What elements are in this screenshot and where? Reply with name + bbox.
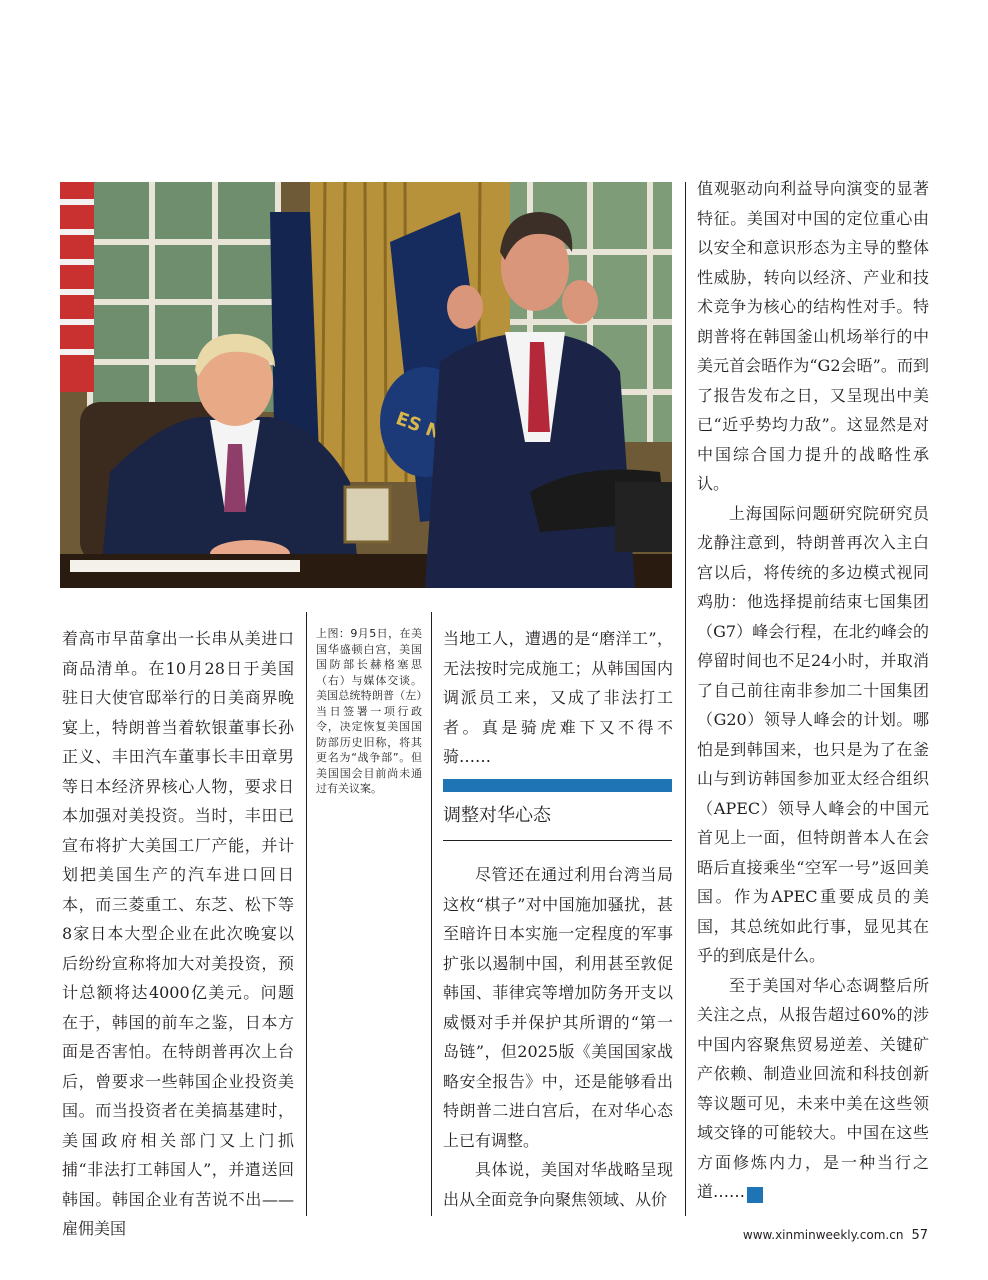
- footer-url: www.xinminweekly.com.cn: [742, 1228, 904, 1242]
- article-column-mid-bottom: [443, 860, 673, 1214]
- photo-illustration: [60, 182, 672, 588]
- flag-text: ES: [393, 408, 425, 437]
- section-title: 调整对华心态: [443, 805, 551, 826]
- column-rule-mid: [431, 612, 432, 1216]
- paragraph: 当地工人，遭遇的是“磨洋工”，无法按时完成施工；从韩国国内调派员工来，又成了非法打工者。真是骑虎难下又不得不骑……: [443, 629, 673, 766]
- end-mark-icon: 民: [747, 1187, 763, 1203]
- paragraph: 尽管还在通过利用台湾当局这枚“棋子”对中国施加骚扰，甚至暗许日本实施一定程度的军事扩张以遏制中国，利用甚至敦促韩国、菲律宾等增加防务开支以威慑对手并保护其所谓的“第一岛链”，但2025版《美国国家战略安全报告》中，还是能够看出特朗普二进白宫后，在对华心态上已有调整。: [443, 865, 673, 1150]
- article-column-right: [697, 174, 929, 1207]
- photo-caption: 上图：9月5日，在美国华盛顿白宫，美国国防部长赫格塞思（右）与媒体交谈。美国总统特朗普（左）当日签署一项行政令，决定恢复美国国防部历史旧称，将其更名为“战争部”。但美国国会目前尚未通过有关议案。: [316, 627, 422, 795]
- paragraph: [697, 971, 929, 1207]
- article-column-left: [62, 624, 294, 1244]
- section-bar: [443, 779, 672, 792]
- section-rule: [443, 840, 672, 841]
- page-number: 57: [911, 1228, 928, 1243]
- page-footer: [743, 1227, 928, 1244]
- column-rule-left: [306, 612, 307, 1216]
- paragraph: 着高市早苗拿出一长串从美进口商品清单。在10月28日于美国驻日大使官邸举行的日美商界晚宴上，特朗普当着软银董事长孙正义、丰田汽车董事长丰田章男等日本经济界核心人物，要求日本加强对美投资。当时，丰田已宣布将扩大美国工厂产能，并计划把美国生产的汽车进口回日本，而三菱重工、东芝、松下等8家日本大型企业在此次晚宴以后纷纷宣称将加大对美投资，预计总额将达4000亿美元。问题在于，韩国的前车之鉴，日本方面是否害怕。在特朗普再次上台后，曾要求一些韩国企业投资美国。而当投资者在美搞基建时，美国政府相关部门又上门抓捕“非法打工韩国人”，并遣送回韩国。韩国企业有苦说不出——雇佣美国: [62, 629, 294, 1238]
- news-photo: [60, 182, 672, 588]
- paragraph-text: 至于美国对华心态调整后所关注之点，从报告超过60%的涉中国内容聚焦贸易逆差、关键矿产依赖、制造业回流和科技创新等议题可见，未来中美在这些领域交锋的可能较大。中国在这些方面修炼内力，是一种当行之道……: [697, 975, 929, 1201]
- column-rule-right: [685, 182, 686, 1216]
- article-column-mid-top: [443, 624, 673, 772]
- paragraph: 具体说，美国对华战略呈现出从全面竞争向聚焦领域、从价: [443, 1160, 673, 1209]
- paragraph: 值观驱动向利益导向演变的显著特征。美国对中国的定位重心由以安全和意识形态为主导的整体性威胁，转向以经济、产业和技术竞争为核心的结构性对手。特朗普将在韩国釜山机场举行的中美元首会晤作为“G2会晤”。而到了报告发布之日，又呈现出中美已“近乎势均力敌”。这显然是对中国综合国力提升的战略性承认。: [697, 179, 929, 493]
- paragraph: 上海国际问题研究院研究员龙静注意到，特朗普再次入主白宫以后，将传统的多边模式视同鸡肋：他选择提前结束七国集团（G7）峰会行程，在北约峰会的停留时间也不足24小时，并取消了自己前往南非参加二十国集团（G20）领导人峰会的计划。哪怕是到韩国来，也只是为了在釜山与到访韩国参加亚太经合组织（APEC）领导人峰会的中国元首见上一面，但特朗普本人在会晤后直接乘坐“空军一号”返回美国。作为APEC重要成员的美国，其总统如此行事，显见其在乎的到底是什么。: [697, 503, 929, 965]
